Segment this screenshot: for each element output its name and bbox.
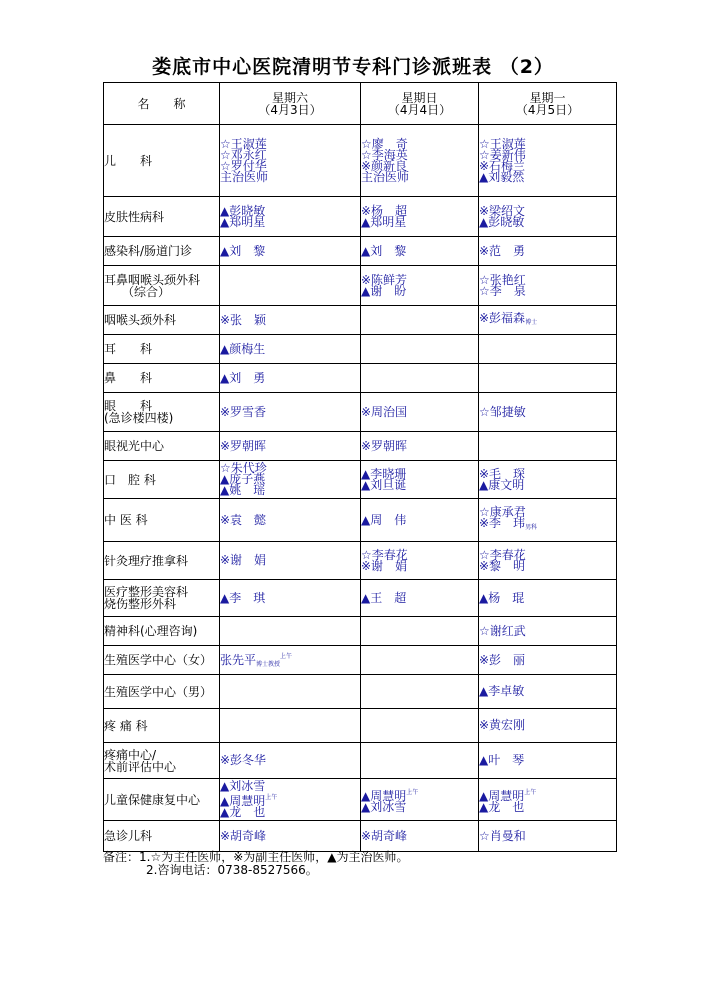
- table-row: [104, 617, 617, 646]
- doctor-entry: [220, 485, 360, 496]
- department-name: 急诊儿科: [104, 829, 153, 843]
- table-row: [104, 197, 617, 237]
- schedule-cell: [479, 461, 617, 499]
- schedule-cell: [220, 393, 361, 432]
- doctor-name: ▲谢 盼: [361, 283, 407, 298]
- doctor-entry: [220, 590, 360, 605]
- doctor-name: ☆李 泉: [479, 283, 526, 298]
- department-name: 儿 科: [104, 153, 153, 168]
- doctor-name: ▲刘毅然: [479, 169, 525, 184]
- table-row: [104, 675, 617, 709]
- schedule-cell: [220, 542, 361, 580]
- schedule-cell: [479, 364, 617, 393]
- doctor-name: ▲龙 也: [479, 799, 525, 814]
- table-row: [104, 743, 617, 779]
- schedule-cell: [220, 125, 361, 197]
- schedule-cell: [220, 461, 361, 499]
- schedule-cell: [361, 617, 479, 646]
- table-row: [104, 306, 617, 335]
- department-name: 疼痛中心/: [104, 747, 157, 762]
- doctor-name: ▲李卓敏: [479, 684, 525, 698]
- header-day-label: 星期六: [271, 90, 308, 105]
- session-note: 上午: [406, 788, 419, 796]
- session-note: 上午: [524, 788, 537, 796]
- doctor-name: ☆罗付华: [220, 158, 267, 173]
- doctor-name: ※张 颖: [220, 312, 267, 327]
- doctor-name: ▲刘旦诞: [361, 477, 407, 492]
- department-name: 术前评估中心: [104, 759, 177, 774]
- department-name-cell: [104, 709, 220, 743]
- doctor-name: ※毛 琛: [479, 466, 526, 481]
- doctor-entry: [479, 652, 616, 667]
- doctor-name: ※周治国: [361, 404, 408, 419]
- doctor-name: ▲周慧明: [479, 788, 525, 803]
- doctor-entry: [361, 590, 478, 605]
- schedule-cell: [479, 709, 617, 743]
- doctor-name: ※彭 丽: [479, 652, 526, 667]
- session-note: 上午: [280, 652, 293, 660]
- table-row: [104, 432, 617, 461]
- doctor-name: ☆邹捷敏: [479, 404, 526, 419]
- doctor-name: ※黎 明: [479, 558, 526, 573]
- doctor-name: ※胡奇峰: [361, 828, 408, 843]
- doctor-entry: [361, 283, 478, 298]
- doctor-name: ▲庞子燕: [220, 472, 266, 486]
- department-name: 针灸理疗推拿科: [104, 553, 189, 568]
- doctor-entry: [220, 214, 360, 229]
- doctor-name: ☆谢红武: [479, 623, 526, 638]
- doctor-entry: [479, 283, 616, 298]
- doctor-entry: [479, 310, 616, 328]
- doctor-entry: [220, 312, 360, 327]
- doctor-entry: [479, 590, 616, 605]
- doctor-entry: [220, 755, 360, 766]
- doctor-name: ※袁 懿: [220, 512, 267, 527]
- department-name-cell: [104, 580, 220, 617]
- schedule-cell: [220, 432, 361, 461]
- doctor-name: ▲周慧明: [361, 788, 407, 803]
- doctor-name: ▲刘 黎: [361, 243, 407, 258]
- doctor-name: ▲康文明: [479, 477, 525, 492]
- doctor-name: ☆肖曼和: [479, 828, 526, 843]
- doctor-name: ▲郑明星: [361, 214, 407, 229]
- department-name: 疼 痛 科: [104, 718, 148, 733]
- doctor-entry: [220, 512, 360, 527]
- doctor-name: ※谢 娟: [361, 558, 408, 573]
- department-name-cell: [104, 306, 220, 335]
- schedule-cell: [479, 580, 617, 617]
- schedule-cell: [479, 646, 617, 675]
- schedule-cell: [220, 675, 361, 709]
- department-name-cell: [104, 743, 220, 779]
- schedule-cell: [361, 432, 479, 461]
- doctor-entry: [479, 518, 616, 533]
- doctor-entry: [479, 169, 616, 184]
- doctor-entry: [361, 404, 478, 419]
- table-row: [104, 709, 617, 743]
- department-name-cell: [104, 821, 220, 852]
- doctor-name: ☆王淑莲: [220, 136, 267, 151]
- header-date-label: （4月3日）: [258, 102, 322, 117]
- table-row: [104, 499, 617, 542]
- department-name: 感染科/肠道门诊: [104, 244, 193, 258]
- schedule-cell: [479, 743, 617, 779]
- doctor-name: ▲颜梅生: [220, 341, 266, 356]
- schedule-cell: [220, 580, 361, 617]
- doctor-name: ▲李 琪: [220, 590, 266, 605]
- schedule-cell: [479, 266, 617, 306]
- schedule-cell: [220, 266, 361, 306]
- department-name-cell: [104, 335, 220, 364]
- department-name-cell: [104, 266, 220, 306]
- doctor-name: ☆李春花: [479, 547, 526, 562]
- department-name: 中 医 科: [104, 513, 148, 527]
- doctor-name: ▲叶 琴: [479, 753, 525, 767]
- schedule-cell: [220, 306, 361, 335]
- doctor-name: ☆李春花: [361, 547, 408, 562]
- doctor-entry: [479, 623, 616, 638]
- schedule-cell: [220, 499, 361, 542]
- schedule-cell: [479, 675, 617, 709]
- department-name: 儿童保健康复中心: [104, 792, 201, 807]
- department-name: 眼视光中心: [104, 439, 165, 453]
- doctor-entry: [479, 799, 616, 814]
- department-name-cell: [104, 542, 220, 580]
- department-name: （综合）: [104, 284, 171, 299]
- schedule-table: [103, 82, 617, 852]
- schedule-cell: [479, 779, 617, 821]
- doctor-entry: [220, 555, 360, 566]
- header-name-column: [104, 83, 220, 125]
- doctor-entry: [220, 243, 360, 258]
- schedule-cell: [361, 306, 479, 335]
- department-name-cell: [104, 675, 220, 709]
- doctor-entry: [479, 755, 616, 766]
- department-name: 咽喉头颈外科: [104, 313, 177, 327]
- doctor-name: ※胡奇峰: [220, 828, 267, 843]
- schedule-cell: [361, 542, 479, 580]
- schedule-cell: [479, 125, 617, 197]
- page-title: 娄底市中心医院清明节专科门诊派班表 （2）: [152, 56, 554, 78]
- schedule-cell: [361, 499, 479, 542]
- department-name-cell: [104, 646, 220, 675]
- doctor-entry: [220, 341, 360, 356]
- doctor-entry: [479, 686, 616, 697]
- doctor-entry: [479, 558, 616, 573]
- department-name: 精神科(心理咨询): [104, 624, 198, 638]
- schedule-cell: [479, 306, 617, 335]
- department-name-cell: [104, 125, 220, 197]
- doctor-name: ☆姜新伟: [479, 147, 526, 162]
- doctor-name: ☆张艳红: [479, 272, 526, 287]
- table-row: [104, 125, 617, 197]
- doctor-name: ※颜新良: [361, 158, 408, 173]
- doctor-entry: [479, 243, 616, 258]
- schedule-cell: [479, 542, 617, 580]
- doctor-entry: [220, 370, 360, 385]
- doctor-subtitle: 男科: [525, 524, 538, 531]
- schedule-cell: [220, 709, 361, 743]
- doctor-name: ※李 玮: [479, 516, 526, 530]
- header-date-label: （4月5日）: [515, 102, 580, 117]
- doctor-name: ▲刘冰雪: [361, 799, 407, 814]
- schedule-cell: [361, 393, 479, 432]
- doctor-name: ※彭冬华: [220, 753, 267, 767]
- doctor-name: ▲杨 琨: [479, 590, 525, 605]
- doctor-name: ☆廖 奇: [361, 136, 408, 151]
- department-name: 生殖医学中心（男）: [104, 684, 213, 699]
- doctor-entry: [220, 169, 360, 184]
- doctor-name: ▲刘冰雪: [220, 779, 266, 793]
- header-day-label: 星期一: [529, 90, 566, 105]
- header-day-sat: [220, 83, 361, 125]
- header-day-mon: [479, 83, 617, 125]
- doctor-name: ▲李晓珊: [361, 466, 407, 481]
- schedule-cell: [361, 646, 479, 675]
- schedule-cell: [361, 125, 479, 197]
- table-row: [104, 580, 617, 617]
- doctor-name: ※黄宏刚: [479, 718, 526, 732]
- schedule-cell: [220, 821, 361, 852]
- doctor-entry: [361, 799, 478, 814]
- table-row: [104, 393, 617, 432]
- header-day-label: 星期日: [401, 90, 438, 105]
- table-row: [104, 821, 617, 852]
- schedule-cell: [220, 779, 361, 821]
- doctor-name: ☆王淑莲: [479, 136, 526, 151]
- department-name-cell: [104, 393, 220, 432]
- doctor-name: ▲彭晓敏: [220, 203, 266, 218]
- footnote-legend: 备注：1.☆为主任医师，※为副主任医师，▲为主治医师。: [103, 850, 409, 864]
- schedule-cell: [361, 779, 479, 821]
- table-row: [104, 237, 617, 266]
- department-name: 耳 科: [104, 342, 153, 356]
- department-name: 烧伤整形外科: [104, 597, 177, 611]
- doctor-entry: [220, 781, 360, 792]
- schedule-cell: [361, 675, 479, 709]
- schedule-cell: [479, 237, 617, 266]
- schedule-cell: [220, 364, 361, 393]
- department-name: 皮肤性病科: [104, 209, 165, 224]
- schedule-cell: [479, 617, 617, 646]
- schedule-cell: [220, 617, 361, 646]
- schedule-cell: [220, 743, 361, 779]
- doctor-name: ※石梅兰: [479, 158, 526, 173]
- schedule-cell: [220, 646, 361, 675]
- doctor-subtitle: 博士教授: [256, 660, 281, 668]
- department-name-cell: [104, 432, 220, 461]
- doctor-name: ※梁绍文: [479, 203, 526, 218]
- doctor-entry: [220, 438, 360, 453]
- department-name-cell: [104, 779, 220, 821]
- department-name-cell: [104, 461, 220, 499]
- doctor-name: ※范 勇: [479, 243, 526, 258]
- table-row: [104, 542, 617, 580]
- schedule-cell: [361, 197, 479, 237]
- schedule-cell: [361, 335, 479, 364]
- doctor-name: ☆李海英: [361, 147, 408, 162]
- doctor-entry: [479, 720, 616, 731]
- doctor-entry: [479, 404, 616, 419]
- doctor-name: ▲姚 瑶: [220, 483, 266, 497]
- schedule-body: [104, 125, 617, 852]
- doctor-entry: [479, 828, 616, 843]
- doctor-name: ▲周慧明: [220, 794, 266, 808]
- department-name: 耳鼻咽喉头颈外科: [104, 272, 201, 287]
- table-row: [104, 335, 617, 364]
- doctor-name: 主治医师: [361, 169, 410, 184]
- schedule-cell: [361, 743, 479, 779]
- doctor-entry: [220, 828, 360, 843]
- department-name-cell: [104, 364, 220, 393]
- department-name: 眼 科: [104, 399, 153, 413]
- table-row: [104, 266, 617, 306]
- department-name-cell: [104, 617, 220, 646]
- schedule-cell: [361, 364, 479, 393]
- header-name-label: 名 称: [137, 96, 186, 111]
- header-row: [104, 83, 617, 125]
- doctor-name: ※罗雪香: [220, 404, 267, 419]
- footnote-phone: 2.咨询电话：0738-8527566。: [146, 863, 318, 877]
- doctor-entry: [361, 558, 478, 573]
- footnotes: [103, 851, 409, 877]
- department-name: 医疗整形美容科: [104, 585, 189, 599]
- doctor-subtitle: 博士: [525, 318, 538, 326]
- doctor-entry: [361, 828, 478, 843]
- department-name-cell: [104, 237, 220, 266]
- table-row: [104, 364, 617, 393]
- doctor-entry: [361, 169, 478, 184]
- schedule-cell: [361, 580, 479, 617]
- doctor-entry: [361, 512, 478, 527]
- schedule-cell: [361, 821, 479, 852]
- doctor-name: ▲刘 黎: [220, 243, 266, 258]
- schedule-cell: [220, 237, 361, 266]
- schedule-cell: [361, 237, 479, 266]
- department-name: 鼻 科: [104, 371, 153, 385]
- schedule-cell: [220, 335, 361, 364]
- schedule-cell: [479, 393, 617, 432]
- doctor-entry: [361, 438, 478, 453]
- schedule-cell: [479, 499, 617, 542]
- doctor-entry: [220, 807, 360, 818]
- schedule-cell: [361, 461, 479, 499]
- schedule-cell: [361, 266, 479, 306]
- department-name: 口 腔 科: [104, 472, 156, 487]
- department-name: (急诊楼四楼): [104, 411, 174, 425]
- doctor-name: 张先平: [220, 652, 257, 667]
- doctor-name: ※罗朝晖: [220, 438, 267, 453]
- schedule-cell: [479, 335, 617, 364]
- doctor-name: ※杨 超: [361, 203, 408, 218]
- doctor-entry: [220, 651, 360, 670]
- schedule-cell: [479, 197, 617, 237]
- doctor-name: ☆邓永红: [220, 147, 267, 162]
- doctor-name: ※陈鲜芳: [361, 272, 408, 287]
- table-row: [104, 461, 617, 499]
- doctor-name: ▲王 超: [361, 590, 407, 605]
- header-date-label: （4月4日）: [387, 102, 452, 117]
- department-name: 生殖医学中心（女）: [104, 653, 213, 667]
- schedule-cell: [361, 709, 479, 743]
- header-day-sun: [361, 83, 479, 125]
- doctor-name: 主治医师: [220, 169, 269, 184]
- doctor-name: ▲刘 勇: [220, 370, 266, 385]
- doctor-entry: [361, 214, 478, 229]
- doctor-entry: [220, 404, 360, 419]
- session-note: 上午: [265, 794, 278, 801]
- doctor-name: ▲郑明星: [220, 214, 266, 229]
- doctor-name: ※彭福森: [479, 310, 526, 325]
- doctor-entry: [361, 243, 478, 258]
- schedule-cell: [479, 821, 617, 852]
- doctor-name: ▲周 伟: [361, 512, 407, 527]
- doctor-name: ※罗朝晖: [361, 438, 408, 453]
- doctor-entry: [479, 477, 616, 492]
- doctor-name: ☆朱代珍: [220, 461, 267, 475]
- doctor-name: ▲彭晓敏: [479, 214, 525, 229]
- doctor-name: ※谢 娟: [220, 553, 267, 567]
- table-row: [104, 646, 617, 675]
- department-name-cell: [104, 499, 220, 542]
- schedule-cell: [479, 432, 617, 461]
- doctor-entry: [361, 477, 478, 492]
- doctor-name: ▲龙 也: [220, 805, 266, 819]
- table-row: [104, 779, 617, 821]
- doctor-entry: [479, 214, 616, 229]
- doctor-name: ☆康承君: [479, 505, 526, 519]
- schedule-cell: [220, 197, 361, 237]
- department-name-cell: [104, 197, 220, 237]
